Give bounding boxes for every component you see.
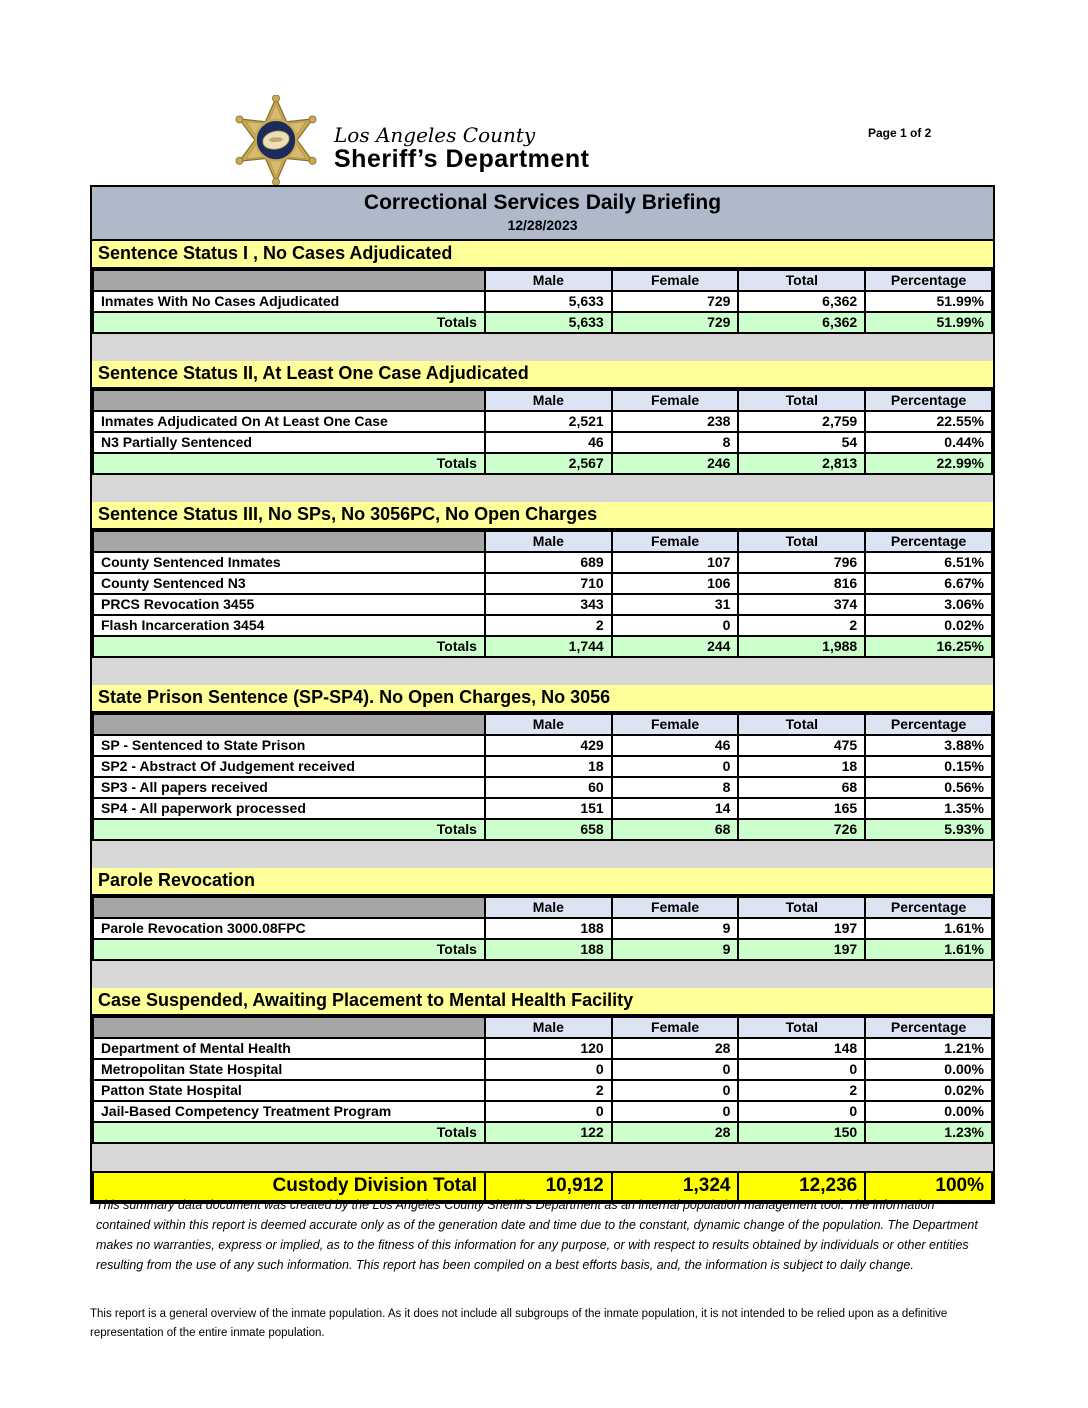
row-value-percentage: 3.06% — [865, 594, 992, 615]
row-value-female: 0 — [612, 756, 739, 777]
row-value-total: 18 — [738, 756, 865, 777]
column-header-female: Female — [612, 714, 739, 735]
table-row — [93, 594, 992, 615]
column-header-row — [93, 270, 992, 291]
report-section — [92, 988, 993, 1144]
daily-briefing-report — [90, 185, 995, 1204]
row-value-male: 343 — [485, 594, 612, 615]
row-label: PRCS Revocation 3455 — [93, 594, 485, 615]
column-header-spacer — [93, 897, 485, 918]
grand-total-value-total: 12,236 — [738, 1172, 865, 1201]
totals-value-total: 150 — [738, 1122, 865, 1143]
section-spacer — [92, 841, 993, 868]
totals-value-percentage: 1.61% — [865, 939, 992, 960]
report-section — [92, 361, 993, 475]
totals-value-female: 246 — [612, 453, 739, 474]
table-row — [93, 756, 992, 777]
overview-note-text: This report is a general overview of the inmate population. As it does not include all subgroups of the inmate population, it is not intended to be relied upon as a definitive representation of the entire inmate population. — [90, 1308, 948, 1339]
section-title: Sentence Status I , No Cases Adjudicated — [92, 241, 993, 269]
row-value-percentage: 0.15% — [865, 756, 992, 777]
totals-value-percentage: 5.93% — [865, 819, 992, 840]
column-header-male: Male — [485, 714, 612, 735]
section-table — [92, 1016, 993, 1144]
row-label: N3 Partially Sentenced — [93, 432, 485, 453]
section-table — [92, 269, 993, 334]
column-header-male: Male — [485, 1017, 612, 1038]
row-value-female: 106 — [612, 573, 739, 594]
row-value-percentage: 0.00% — [865, 1101, 992, 1122]
column-header-total: Total — [738, 897, 865, 918]
row-value-male: 429 — [485, 735, 612, 756]
row-value-percentage: 1.61% — [865, 918, 992, 939]
row-label: Jail-Based Competency Treatment Program — [93, 1101, 485, 1122]
row-label: Inmates Adjudicated On At Least One Case — [93, 411, 485, 432]
row-value-total: 2 — [738, 1080, 865, 1101]
row-value-percentage: 1.21% — [865, 1038, 992, 1059]
section-spacer — [92, 475, 993, 502]
totals-value-total: 6,362 — [738, 312, 865, 333]
row-value-female: 28 — [612, 1038, 739, 1059]
column-header-percentage: Percentage — [865, 390, 992, 411]
row-value-total: 54 — [738, 432, 865, 453]
row-value-female: 8 — [612, 777, 739, 798]
section-spacer — [92, 658, 993, 685]
row-value-percentage: 0.56% — [865, 777, 992, 798]
column-header-male: Male — [485, 531, 612, 552]
row-label: County Sentenced Inmates — [93, 552, 485, 573]
column-header-percentage: Percentage — [865, 1017, 992, 1038]
table-row — [93, 798, 992, 819]
row-value-percentage: 0.02% — [865, 1080, 992, 1101]
section-spacer — [92, 961, 993, 988]
row-value-percentage: 0.44% — [865, 432, 992, 453]
column-header-row — [93, 531, 992, 552]
column-header-total: Total — [738, 531, 865, 552]
report-title: Correctional Services Daily Briefing — [363, 191, 722, 214]
section-spacer — [92, 334, 993, 361]
totals-label: Totals — [93, 819, 485, 840]
totals-value-male: 188 — [485, 939, 612, 960]
column-header-female: Female — [612, 1017, 739, 1038]
grand-total-value-female: 1,324 — [612, 1172, 739, 1201]
row-value-female: 8 — [612, 432, 739, 453]
totals-row — [93, 819, 992, 840]
sheriff-star-badge-icon — [232, 95, 320, 187]
row-label: Parole Revocation 3000.08FPC — [93, 918, 485, 939]
report-title-bar — [92, 187, 993, 241]
column-header-row — [93, 897, 992, 918]
column-header-row — [93, 390, 992, 411]
row-value-male: 2 — [485, 615, 612, 636]
totals-row — [93, 636, 992, 657]
row-label: SP2 - Abstract Of Judgement received — [93, 756, 485, 777]
column-header-total: Total — [738, 270, 865, 291]
totals-label: Totals — [93, 636, 485, 657]
row-label: SP4 - All paperwork processed — [93, 798, 485, 819]
totals-value-male: 1,744 — [485, 636, 612, 657]
row-value-total: 0 — [738, 1101, 865, 1122]
row-label: SP - Sentenced to State Prison — [93, 735, 485, 756]
disclaimer-text: This summary data document was created by the Los Angeles County Sheriff's Department as an internal population management tool. The information contained within this report is deemed accurate only as of the generation date and time due to the constant, dynamic change of the population. The Department makes no warranties, express or implied, as to the fitness of this information for any purpose, or with respect to results obtained by individuals or other entities resulting from the use of any such information. This report has been compiled on a best efforts basis, and, the information is subject to daily change. — [96, 1198, 978, 1272]
totals-value-percentage: 51.99% — [865, 312, 992, 333]
row-value-total: 796 — [738, 552, 865, 573]
row-value-percentage: 51.99% — [865, 291, 992, 312]
column-header-percentage: Percentage — [865, 714, 992, 735]
totals-row — [93, 312, 992, 333]
row-value-total: 68 — [738, 777, 865, 798]
row-value-male: 60 — [485, 777, 612, 798]
table-row — [93, 1038, 992, 1059]
section-table — [92, 530, 993, 658]
column-header-female: Female — [612, 531, 739, 552]
totals-value-total: 726 — [738, 819, 865, 840]
totals-value-female: 68 — [612, 819, 739, 840]
brand-text — [334, 110, 589, 172]
column-header-male: Male — [485, 897, 612, 918]
column-header-total: Total — [738, 1017, 865, 1038]
totals-value-female: 729 — [612, 312, 739, 333]
totals-row — [93, 939, 992, 960]
totals-label: Totals — [93, 939, 485, 960]
row-value-female: 729 — [612, 291, 739, 312]
column-header-percentage: Percentage — [865, 270, 992, 291]
page-number-label: Page 1 of 2 — [868, 126, 932, 140]
section-title: Case Suspended, Awaiting Placement to Mental Health Facility — [92, 988, 993, 1016]
totals-row — [93, 453, 992, 474]
table-row — [93, 432, 992, 453]
row-value-male: 2,521 — [485, 411, 612, 432]
row-value-female: 0 — [612, 1101, 739, 1122]
row-value-total: 165 — [738, 798, 865, 819]
row-value-total: 816 — [738, 573, 865, 594]
column-header-spacer — [93, 714, 485, 735]
column-header-total: Total — [738, 714, 865, 735]
brand-county-label: Los Angeles County — [334, 123, 536, 147]
table-row — [93, 615, 992, 636]
totals-label: Totals — [93, 312, 485, 333]
row-value-male: 0 — [485, 1101, 612, 1122]
totals-label: Totals — [93, 1122, 485, 1143]
row-label: Metropolitan State Hospital — [93, 1059, 485, 1080]
totals-value-total: 197 — [738, 939, 865, 960]
section-title: Sentence Status III, No SPs, No 3056PC, No Open Charges — [92, 502, 993, 530]
row-label: SP3 - All papers received — [93, 777, 485, 798]
section-table — [92, 713, 993, 841]
column-header-row — [93, 714, 992, 735]
row-value-percentage: 0.02% — [865, 615, 992, 636]
section-title: State Prison Sentence (SP-SP4). No Open Charges, No 3056 — [92, 685, 993, 713]
row-value-male: 46 — [485, 432, 612, 453]
row-value-male: 18 — [485, 756, 612, 777]
row-value-total: 475 — [738, 735, 865, 756]
totals-row — [93, 1122, 992, 1143]
column-header-male: Male — [485, 270, 612, 291]
row-value-total: 6,362 — [738, 291, 865, 312]
totals-value-female: 28 — [612, 1122, 739, 1143]
section-spacer — [92, 1144, 993, 1171]
row-value-male: 710 — [485, 573, 612, 594]
column-header-spacer — [93, 390, 485, 411]
section-table — [92, 389, 993, 475]
row-value-female: 0 — [612, 1080, 739, 1101]
row-value-female: 46 — [612, 735, 739, 756]
brand-department-label: Sheriff’s Department — [334, 145, 590, 173]
row-label: Department of Mental Health — [93, 1038, 485, 1059]
totals-value-male: 5,633 — [485, 312, 612, 333]
brand-block — [232, 95, 589, 187]
row-value-total: 148 — [738, 1038, 865, 1059]
row-value-total: 374 — [738, 594, 865, 615]
row-label: Inmates With No Cases Adjudicated — [93, 291, 485, 312]
table-row — [93, 735, 992, 756]
grand-total-value-percentage: 100% — [865, 1172, 992, 1201]
section-title: Sentence Status II, At Least One Case Adjudicated — [92, 361, 993, 389]
column-header-percentage: Percentage — [865, 531, 992, 552]
totals-value-male: 122 — [485, 1122, 612, 1143]
table-row — [93, 1101, 992, 1122]
column-header-female: Female — [612, 270, 739, 291]
row-value-female: 238 — [612, 411, 739, 432]
column-header-total: Total — [738, 390, 865, 411]
row-value-male: 188 — [485, 918, 612, 939]
row-value-percentage: 1.35% — [865, 798, 992, 819]
totals-value-total: 2,813 — [738, 453, 865, 474]
row-value-percentage: 22.55% — [865, 411, 992, 432]
table-row — [93, 918, 992, 939]
table-row — [93, 1080, 992, 1101]
row-value-total: 2,759 — [738, 411, 865, 432]
row-value-female: 0 — [612, 1059, 739, 1080]
column-header-row — [93, 1017, 992, 1038]
row-value-male: 151 — [485, 798, 612, 819]
page-header — [0, 0, 1088, 185]
section-table — [92, 896, 993, 961]
table-row — [93, 552, 992, 573]
sections-host — [92, 241, 993, 1171]
report-date: 12/28/2023 — [507, 217, 578, 233]
table-row — [93, 777, 992, 798]
column-header-female: Female — [612, 390, 739, 411]
row-label: Patton State Hospital — [93, 1080, 485, 1101]
row-label: County Sentenced N3 — [93, 573, 485, 594]
totals-value-percentage: 16.25% — [865, 636, 992, 657]
row-value-percentage: 3.88% — [865, 735, 992, 756]
table-row — [93, 291, 992, 312]
section-title: Parole Revocation — [92, 868, 993, 896]
totals-value-male: 2,567 — [485, 453, 612, 474]
report-section — [92, 502, 993, 658]
row-value-male: 0 — [485, 1059, 612, 1080]
row-label: Flash Incarceration 3454 — [93, 615, 485, 636]
row-value-male: 689 — [485, 552, 612, 573]
row-value-percentage: 6.67% — [865, 573, 992, 594]
row-value-female: 0 — [612, 615, 739, 636]
report-section — [92, 685, 993, 841]
table-row — [93, 573, 992, 594]
column-header-male: Male — [485, 390, 612, 411]
totals-value-male: 658 — [485, 819, 612, 840]
row-value-total: 2 — [738, 615, 865, 636]
totals-value-percentage: 22.99% — [865, 453, 992, 474]
row-value-total: 0 — [738, 1059, 865, 1080]
column-header-spacer — [93, 1017, 485, 1038]
table-row — [93, 411, 992, 432]
row-value-male: 5,633 — [485, 291, 612, 312]
totals-value-female: 9 — [612, 939, 739, 960]
totals-value-female: 244 — [612, 636, 739, 657]
grand-total-label: Custody Division Total — [93, 1172, 485, 1201]
row-value-total: 197 — [738, 918, 865, 939]
totals-value-percentage: 1.23% — [865, 1122, 992, 1143]
column-header-female: Female — [612, 897, 739, 918]
row-value-female: 107 — [612, 552, 739, 573]
grand-total-value-male: 10,912 — [485, 1172, 612, 1201]
row-value-female: 31 — [612, 594, 739, 615]
report-section — [92, 868, 993, 961]
column-header-spacer — [93, 531, 485, 552]
totals-value-total: 1,988 — [738, 636, 865, 657]
row-value-female: 9 — [612, 918, 739, 939]
row-value-percentage: 0.00% — [865, 1059, 992, 1080]
column-header-percentage: Percentage — [865, 897, 992, 918]
totals-label: Totals — [93, 453, 485, 474]
row-value-female: 14 — [612, 798, 739, 819]
row-value-male: 120 — [485, 1038, 612, 1059]
row-value-male: 2 — [485, 1080, 612, 1101]
report-section — [92, 241, 993, 334]
row-value-percentage: 6.51% — [865, 552, 992, 573]
table-row — [93, 1059, 992, 1080]
column-header-spacer — [93, 270, 485, 291]
